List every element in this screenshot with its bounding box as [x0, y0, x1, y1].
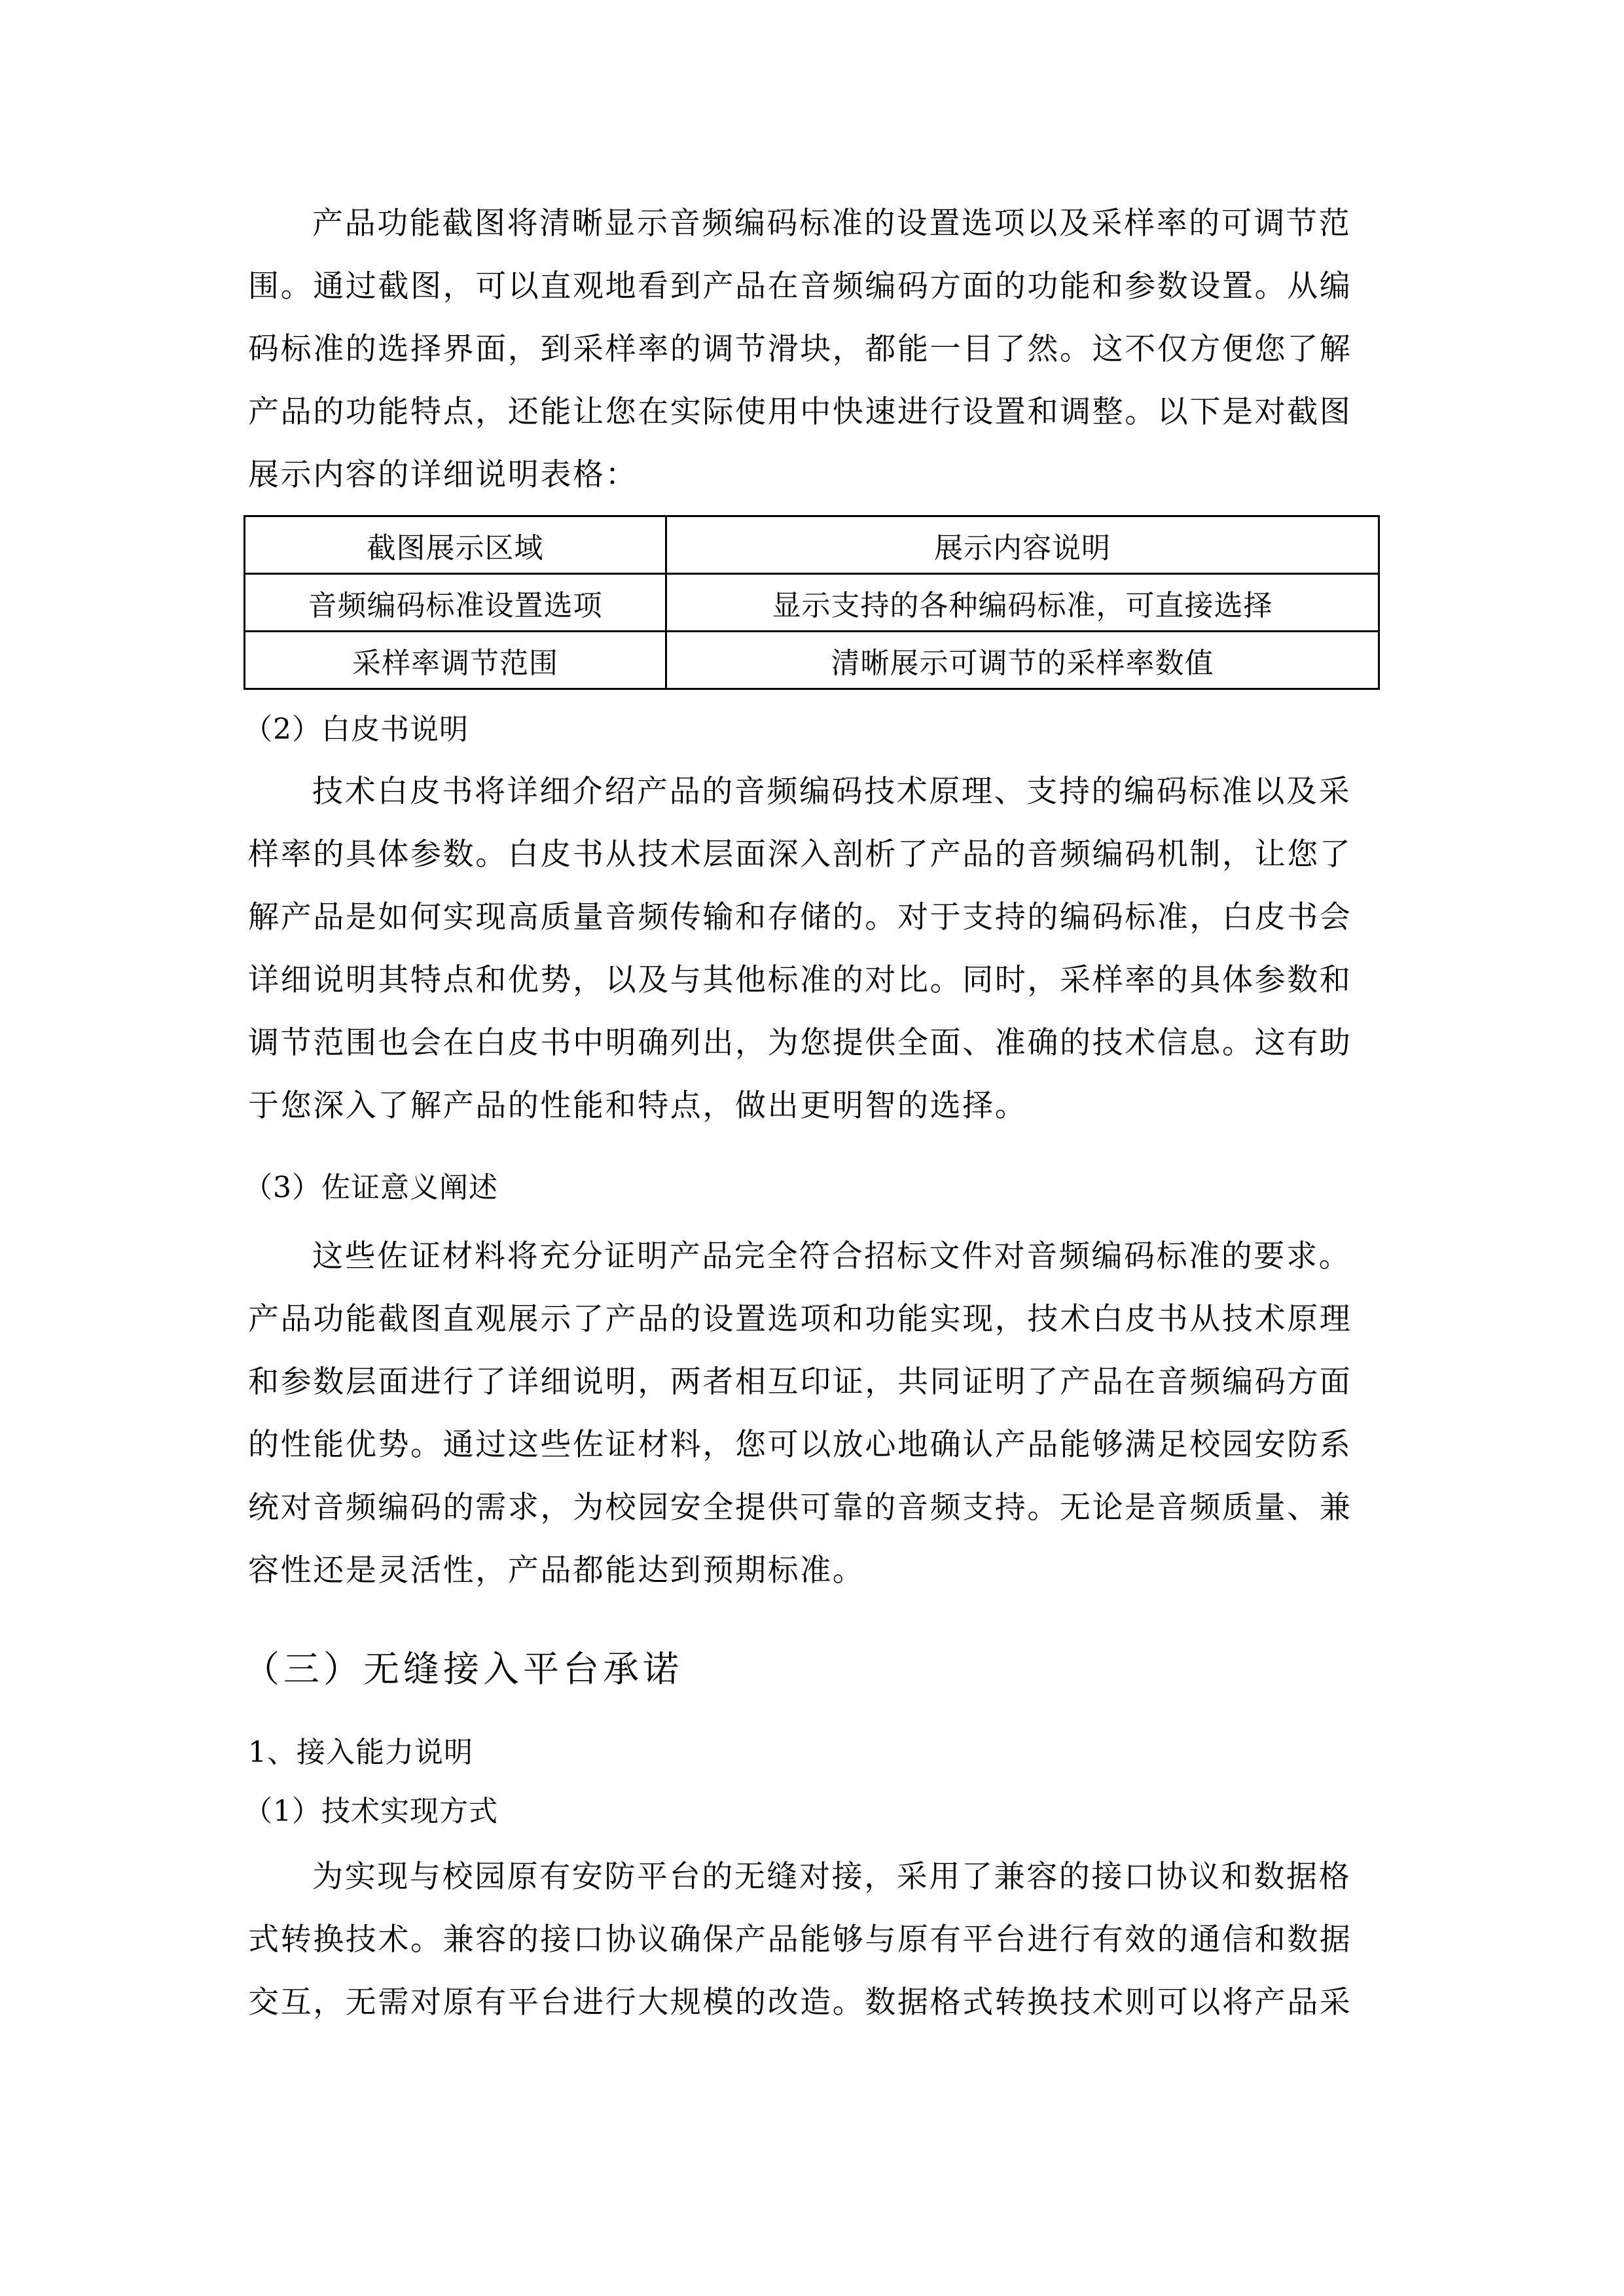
paragraph-line: 这些佐证材料将充分证明产品完全符合招标文件对音频编码标准的要求。	[312, 1238, 1352, 1274]
paragraph-line: 技术白皮书将详细介绍产品的音频编码技术原理、支持的编码标准以及采	[312, 774, 1352, 810]
paragraph-line: 式转换技术。兼容的接口协议确保产品能够与原有平台进行有效的通信和数据	[248, 1922, 1352, 1958]
paragraph-line: 统对音频编码的需求，为校园安全提供可靠的音频支持。无论是音频质量、兼	[248, 1490, 1352, 1526]
paragraph-line: 的性能优势。通过这些佐证材料，您可以放心地确认产品能够满足校园安防系	[248, 1427, 1352, 1463]
paragraph-line: 样率的具体参数。白皮书从技术层面深入剖析了产品的音频编码机制，让您了	[248, 836, 1352, 872]
table-header-cell: 展示内容说明	[666, 516, 1379, 574]
paragraph-line: 详细说明其特点和优势，以及与其他标准的对比。同时，采样率的具体参数和	[248, 962, 1352, 998]
paragraph-line: 容性还是灵活性，产品都能达到预期标准。	[248, 1552, 865, 1588]
table-cell: 显示支持的各种编码标准，可直接选择	[666, 574, 1379, 632]
paragraph-line: 于您深入了解产品的性能和特点，做出更明智的选择。	[248, 1088, 1028, 1124]
paragraph-line: 和参数层面进行了详细说明，两者相互印证，共同证明了产品在音频编码方面	[248, 1364, 1352, 1400]
section-title-evidence: （3）佐证意义阐述	[244, 1171, 498, 1204]
table-row	[245, 574, 1379, 632]
paragraph-line: 产品功能截图直观展示了产品的设置选项和功能实现，技术白皮书从技术原理	[248, 1301, 1352, 1337]
table-header-row	[245, 516, 1379, 574]
paragraph-line: 产品的功能特点，还能让您在实际使用中快速进行设置和调整。以下是对截图	[248, 394, 1352, 430]
section-title-whitepaper: （2）白皮书说明	[244, 713, 469, 746]
paragraph-line: 解产品是如何实现高质量音频传输和存储的。对于支持的编码标准，白皮书会	[248, 899, 1352, 935]
screenshot-description-table	[244, 515, 1380, 690]
paragraph-line: 围。通过截图，可以直观地看到产品在音频编码方面的功能和参数设置。从编	[248, 268, 1352, 304]
table-cell: 音频编码标准设置选项	[245, 574, 666, 632]
table-header-cell: 截图展示区域	[245, 516, 666, 574]
chapter-heading: （三）无缝接入平台承诺	[244, 1648, 683, 1690]
paragraph-line: 交互，无需对原有平台进行大规模的改造。数据格式转换技术则可以将产品采	[248, 1984, 1352, 2020]
table-cell: 清晰展示可调节的采样率数值	[666, 632, 1379, 689]
subsection-title: 1、接入能力说明	[248, 1736, 473, 1769]
item-title: （1）技术实现方式	[244, 1795, 498, 1828]
paragraph-line: 码标准的选择界面，到采样率的调节滑块，都能一目了然。这不仅方便您了解	[248, 331, 1352, 367]
paragraph-line: 为实现与校园原有安防平台的无缝对接，采用了兼容的接口协议和数据格	[312, 1859, 1352, 1895]
table-cell: 采样率调节范围	[245, 632, 666, 689]
table-row	[245, 632, 1379, 689]
paragraph-line: 调节范围也会在白皮书中明确列出，为您提供全面、准确的技术信息。这有助	[248, 1025, 1352, 1061]
paragraph-line: 展示内容的详细说明表格：	[248, 457, 638, 493]
paragraph-line: 产品功能截图将清晰显示音频编码标准的设置选项以及采样率的可调节范	[312, 206, 1352, 242]
